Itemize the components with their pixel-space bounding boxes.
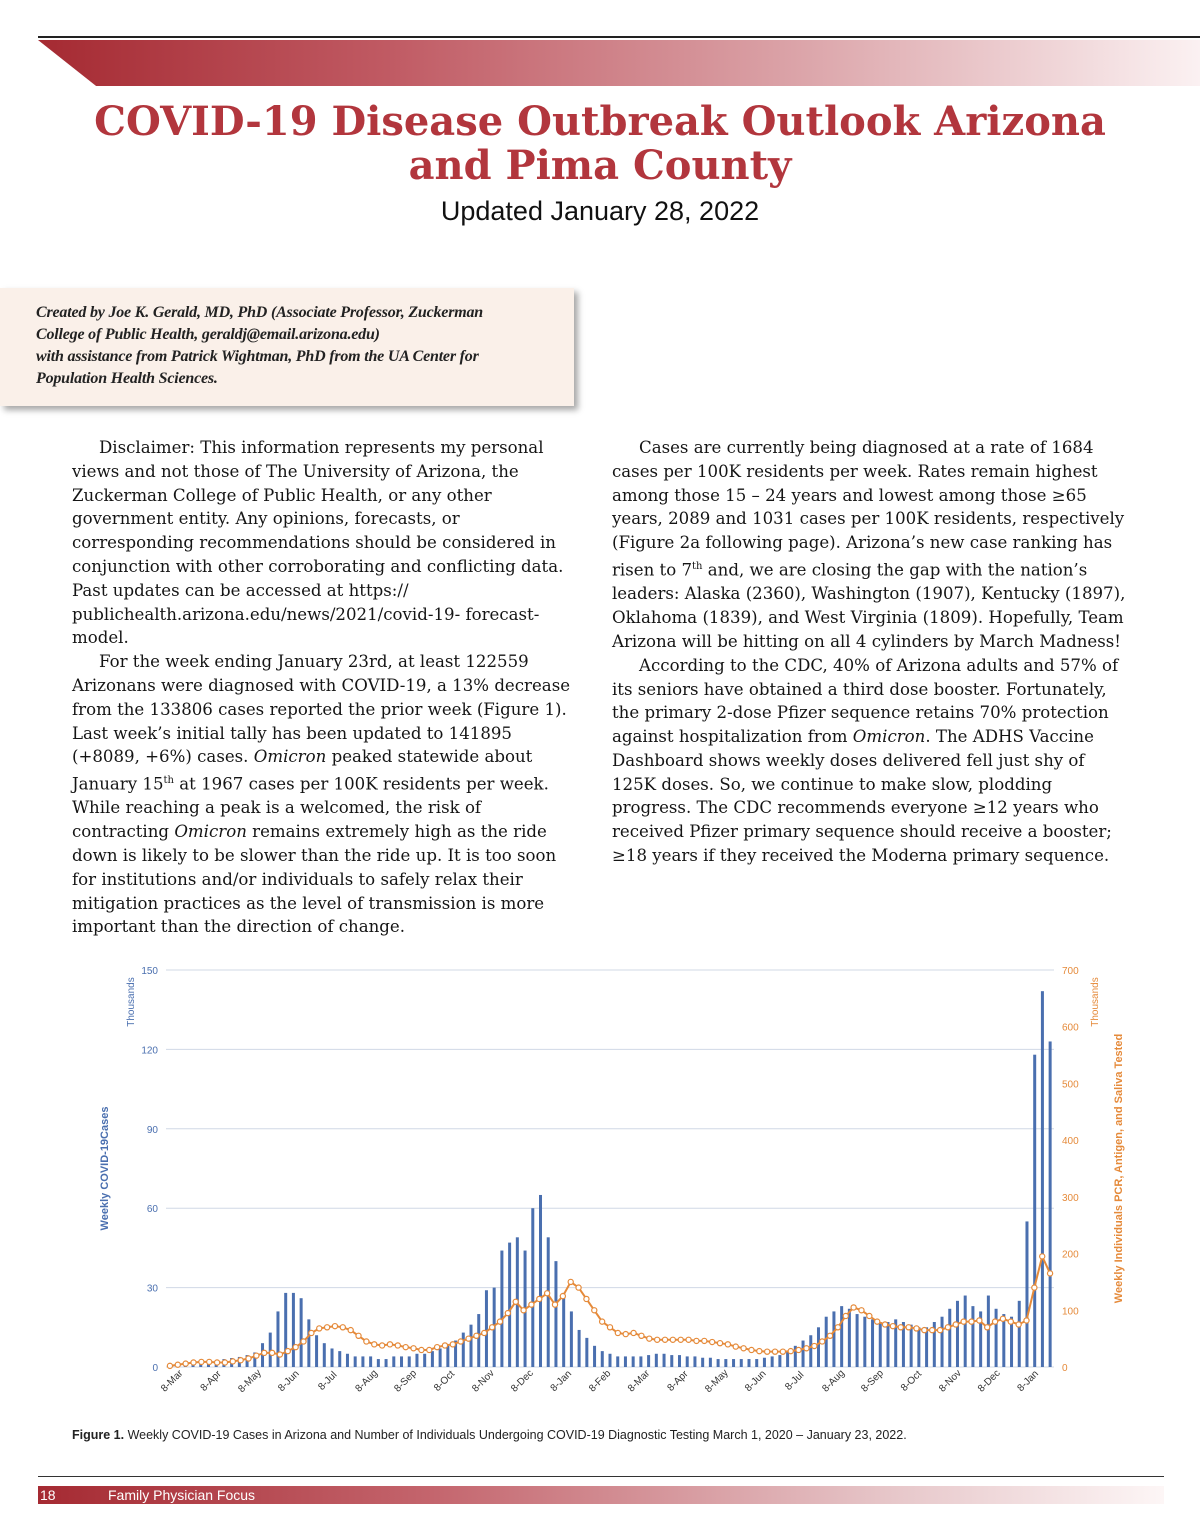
x-tick-label: 8-Jul	[316, 1369, 340, 1393]
x-tick-label: 8-Jun	[276, 1368, 302, 1394]
tested-point	[655, 1337, 660, 1342]
tested-point	[914, 1326, 919, 1331]
case-bar	[300, 1298, 303, 1367]
case-bar	[701, 1358, 704, 1367]
case-bar	[485, 1290, 488, 1367]
tested-point	[1008, 1319, 1013, 1324]
tested-point	[442, 1343, 447, 1348]
tested-point	[953, 1322, 958, 1327]
tested-point	[474, 1333, 479, 1338]
case-bar	[856, 1314, 859, 1367]
tested-point	[466, 1336, 471, 1341]
tested-point	[1024, 1318, 1029, 1323]
tested-point	[482, 1330, 487, 1335]
y-tick-label: 60	[146, 1204, 158, 1216]
tested-point	[843, 1313, 848, 1318]
tested-point	[827, 1333, 832, 1338]
case-bar	[802, 1341, 805, 1367]
tested-point	[757, 1349, 762, 1354]
case-bar	[632, 1356, 635, 1367]
case-bar	[1041, 991, 1044, 1367]
case-bar	[925, 1327, 928, 1367]
tested-point	[1047, 1271, 1052, 1276]
case-bar	[871, 1319, 874, 1367]
tested-point	[545, 1291, 550, 1296]
tested-point	[678, 1337, 683, 1342]
case-bar	[863, 1317, 866, 1367]
tested-point	[269, 1350, 274, 1355]
case-bar	[663, 1354, 666, 1367]
tested-point	[411, 1346, 416, 1351]
case-bar	[647, 1355, 650, 1367]
tested-point	[615, 1330, 620, 1335]
case-bar	[832, 1311, 835, 1367]
tested-point	[1032, 1285, 1037, 1290]
credit-line-1: Created by Joe K. Gerald, MD, PhD (Associate Professor, Zuckerman	[36, 304, 483, 321]
case-bar	[307, 1319, 310, 1367]
case-bar	[763, 1358, 766, 1367]
tested-point	[450, 1342, 455, 1347]
case-bar	[470, 1325, 473, 1367]
header-band	[38, 40, 1200, 86]
tested-point	[804, 1346, 809, 1351]
page-title	[0, 100, 1200, 188]
x-tick-label: 8-Mar	[159, 1368, 186, 1395]
caption-text: Weekly COVID-19 Cases in Arizona and Number of Individuals Undergoing COVID-19 Diagnostic Testing March 1, 2020 – January 23, 2022.	[124, 1428, 907, 1442]
caption-label: Figure 1.	[72, 1428, 125, 1442]
case-bar	[446, 1346, 449, 1367]
tested-point	[246, 1356, 251, 1361]
case-bar	[354, 1356, 357, 1367]
tested-point	[207, 1359, 212, 1364]
case-bar	[554, 1261, 557, 1367]
tested-point	[992, 1319, 997, 1324]
case-bar	[601, 1351, 604, 1367]
tested-point	[427, 1347, 432, 1352]
case-bar	[439, 1348, 442, 1367]
tested-point	[749, 1347, 754, 1352]
tested-point	[175, 1362, 180, 1367]
y-tick-label: 150	[141, 966, 158, 977]
tested-point	[372, 1342, 377, 1347]
tested-point	[772, 1349, 777, 1354]
tested-point	[985, 1325, 990, 1330]
case-bar	[678, 1355, 681, 1367]
tested-point	[623, 1332, 628, 1337]
top-rule	[38, 36, 1200, 38]
tested-point	[1016, 1322, 1021, 1327]
tested-point	[710, 1339, 715, 1344]
x-tick-label: 8-Apr	[665, 1368, 691, 1394]
case-bar	[338, 1351, 341, 1367]
y2-tick-label: 0	[1062, 1363, 1068, 1374]
tested-point	[576, 1285, 581, 1290]
case-bar	[747, 1359, 750, 1367]
figure-1-chart	[96, 956, 1146, 1426]
tested-point	[600, 1319, 605, 1324]
case-bar	[1049, 1041, 1052, 1367]
case-bar	[315, 1335, 318, 1367]
y-tick-label: 30	[146, 1283, 158, 1295]
tested-point	[332, 1324, 337, 1329]
case-bar	[732, 1359, 735, 1367]
tested-point	[293, 1345, 298, 1350]
tested-point	[694, 1338, 699, 1343]
case-bar	[886, 1322, 889, 1367]
case-bar	[385, 1359, 388, 1367]
author-credit-box	[0, 288, 574, 406]
tested-point	[521, 1308, 526, 1313]
tested-point	[977, 1318, 982, 1323]
y-tick-label: 90	[146, 1124, 158, 1136]
tested-point	[670, 1337, 675, 1342]
y-tick-label: 0	[152, 1363, 158, 1374]
case-bar	[423, 1354, 426, 1367]
y2-axis-title: Weekly Individuals PCR, Antigen, and Saliva Tested	[1113, 1033, 1125, 1304]
tested-point	[529, 1302, 534, 1307]
case-bar	[392, 1356, 395, 1367]
y-axis-units: Thousands	[126, 977, 137, 1027]
case-bar	[917, 1327, 920, 1367]
tested-point	[222, 1360, 227, 1365]
tested-point	[835, 1325, 840, 1330]
y2-tick-label: 500	[1062, 1079, 1079, 1091]
tested-point	[867, 1313, 872, 1318]
tested-point	[395, 1343, 400, 1348]
y2-tick-label: 700	[1062, 966, 1079, 977]
case-bar	[971, 1306, 974, 1367]
tested-point	[741, 1346, 746, 1351]
x-tick-label: 8-Mar	[626, 1368, 653, 1395]
tested-point	[969, 1319, 974, 1324]
case-bar	[624, 1356, 627, 1367]
figure-caption	[72, 1428, 1172, 1442]
tested-point	[387, 1342, 392, 1347]
tested-point	[490, 1325, 495, 1330]
tested-point	[875, 1319, 880, 1324]
x-tick-label: 8-Aug	[820, 1367, 848, 1395]
tested-point	[945, 1325, 950, 1330]
case-bar	[585, 1338, 588, 1367]
case-bar	[331, 1348, 334, 1367]
tested-point	[961, 1319, 966, 1324]
case-bar	[778, 1355, 781, 1367]
x-tick-label: 8-Dec	[975, 1367, 1003, 1395]
case-bar	[717, 1359, 720, 1367]
y2-tick-label: 600	[1062, 1022, 1079, 1034]
case-bar	[964, 1296, 967, 1367]
credit-line-3: with assistance from Patrick Wightman, PhD from the UA Center for	[36, 348, 479, 365]
case-bar	[1002, 1314, 1005, 1367]
tested-point	[662, 1337, 667, 1342]
x-tick-label: 8-May	[703, 1367, 731, 1395]
tested-point	[348, 1328, 353, 1333]
disclaimer-paragraph: Disclaimer: This information represents my personal views and not those of The University of Arizona, the Zuckerman College of Public Health, or any other government entity. Any opinions, forecasts, or corresponding recommendations should be considered in conjunction with other corroborating and conflicting data. Past updates can be accessed at https:// publichealth.arizona.edu/news/2021/covid-19- forecast-model.	[72, 438, 564, 648]
case-bar	[508, 1243, 511, 1367]
case-bar	[1025, 1221, 1028, 1367]
credit-line-2: College of Public Health, geraldj@email.arizona.edu)	[36, 326, 380, 343]
case-bar	[879, 1322, 882, 1367]
tested-point	[796, 1347, 801, 1352]
tested-point	[780, 1349, 785, 1354]
tested-point	[607, 1325, 612, 1330]
tested-point	[725, 1342, 730, 1347]
y2-tick-label: 300	[1062, 1192, 1079, 1204]
tested-point	[820, 1339, 825, 1344]
tested-point	[497, 1319, 502, 1324]
tested-point	[647, 1336, 652, 1341]
tested-point	[317, 1326, 322, 1331]
case-bar	[562, 1293, 565, 1367]
publication-name: Family Physician Focus	[108, 1487, 256, 1503]
y2-tick-label: 200	[1062, 1249, 1079, 1261]
case-bar	[500, 1251, 503, 1367]
booster-paragraph: According to the CDC, 40% of Arizona adults and 57% of its seniors have obtained a third dose booster. Fortunately, the primary 2-dose Pfizer sequence retains 70% protection against hospitalization from Omicron. The ADHS Vaccine Dashboard shows weekly doses delivered fell just shy of 125K doses. So, we continue to make slow, plodding progress. The CDC recommends everyone ≥12 years who received Pfizer primary sequence should receive a booster; ≥18 years if they received the Moderna primary sequence.	[612, 655, 1119, 866]
case-bar	[609, 1354, 612, 1367]
case-bar	[531, 1208, 534, 1367]
case-bar	[462, 1333, 465, 1367]
x-tick-label: 8-Apr	[198, 1368, 224, 1394]
y-axis-title: Weekly COVID-19Cases	[99, 1106, 111, 1231]
case-bar	[369, 1356, 372, 1367]
case-bar	[1018, 1301, 1021, 1367]
case-bar	[670, 1355, 673, 1367]
case-rate-paragraph: Cases are currently being diagnosed at a rate of 1684 cases per 100K residents per week. Rates remain highest among those 15 – 24 years and lowest among those ≥65 years, 2089 and 1031 cases per 100K residents, respectively (Figure 2a following page). Arizona’s new case ranking has risen to 7th and, we are closing the gap with the nation’s leaders: Alaska (2360), Washington (1907), Kentucky (1897), Oklahoma (1839), and West Virginia (1809). Hopefully, Team Arizona will be hitting on all 4 cylinders by March Madness!	[612, 438, 1126, 651]
y2-tick-label: 400	[1062, 1136, 1079, 1148]
x-tick-label: 8-Jul	[783, 1369, 807, 1393]
right-column	[612, 436, 1130, 868]
chart-svg	[96, 956, 1146, 1426]
tested-point	[340, 1325, 345, 1330]
tested-point	[937, 1328, 942, 1333]
case-bar	[724, 1359, 727, 1367]
tested-point	[906, 1325, 911, 1330]
tested-point	[859, 1308, 864, 1313]
tested-point	[254, 1353, 259, 1358]
x-tick-label: 8-Feb	[587, 1368, 614, 1395]
x-tick-label: 8-Nov	[937, 1367, 964, 1395]
tested-point	[686, 1337, 691, 1342]
y2-axis-units: Thousands	[1090, 977, 1101, 1027]
case-bar	[1033, 1055, 1036, 1367]
case-bar	[547, 1237, 550, 1367]
tested-point	[812, 1343, 817, 1348]
tested-point	[167, 1363, 172, 1368]
case-bar	[431, 1351, 434, 1367]
tested-point	[733, 1344, 738, 1349]
case-bar	[910, 1325, 913, 1367]
case-bar	[539, 1195, 542, 1367]
case-bar	[693, 1356, 696, 1367]
tested-point	[568, 1279, 573, 1284]
x-tick-label: 8-Oct	[898, 1368, 925, 1394]
tested-point	[262, 1350, 267, 1355]
case-bar	[292, 1293, 295, 1367]
tested-point	[1040, 1254, 1045, 1259]
credit-line-4: Population Health Sciences.	[36, 370, 218, 387]
tested-point	[301, 1339, 306, 1344]
tested-point	[922, 1328, 927, 1333]
case-bar	[995, 1309, 998, 1367]
tested-point	[183, 1361, 188, 1366]
title-line-2: and Pima County	[408, 142, 792, 189]
tested-point	[882, 1322, 887, 1327]
case-bar	[276, 1311, 279, 1367]
tested-point	[435, 1345, 440, 1350]
case-bar	[323, 1343, 326, 1367]
case-bar	[639, 1356, 642, 1367]
tested-point	[1000, 1316, 1005, 1321]
case-bar	[284, 1293, 287, 1367]
tested-point	[403, 1345, 408, 1350]
x-tick-label: 8-Jan	[548, 1368, 575, 1394]
tested-point	[639, 1333, 644, 1338]
tested-point	[552, 1302, 557, 1307]
tested-point	[324, 1325, 329, 1330]
tested-point	[560, 1294, 565, 1299]
tested-point	[458, 1339, 463, 1344]
case-bar	[809, 1335, 812, 1367]
x-tick-label: 8-Sep	[392, 1367, 420, 1395]
tested-point	[898, 1325, 903, 1330]
tested-point	[277, 1352, 282, 1357]
case-bar	[956, 1301, 959, 1367]
case-bar	[616, 1356, 619, 1367]
y2-tick-label: 100	[1062, 1306, 1079, 1318]
tested-point	[214, 1360, 219, 1365]
tested-point	[930, 1328, 935, 1333]
update-date: Updated January 28, 2022	[440, 196, 760, 226]
case-bar	[771, 1356, 774, 1367]
tested-point	[380, 1343, 385, 1348]
case-bar	[709, 1358, 712, 1367]
y-tick-label: 120	[141, 1045, 158, 1057]
case-bar	[593, 1346, 596, 1367]
case-bar	[361, 1356, 364, 1367]
tested-point	[890, 1324, 895, 1329]
tested-point	[419, 1347, 424, 1352]
tested-point	[285, 1349, 290, 1354]
tested-point	[584, 1296, 589, 1301]
weekly-cases-paragraph: For the week ending January 23rd, at least 122559 Arizonans were diagnosed with COVID-19, a 13% decrease from the 133806 cases reported the prior week (Figure 1). Last week’s initial tally has been updated to 141895 (+8089, +6%) cases. Omicron peaked statewide about January 15th at 1967 cases per 100K residents per week. While reaching a peak is a welcomed, the risk of contracting Omicron remains extremely high as the ride down is likely to be slower than the ride up. It is too soon for institutions and/or individuals to safely relax their mitigation practices as the level of transmission is more important than the direction of change.	[72, 652, 571, 937]
case-bar	[570, 1311, 573, 1367]
bottom-rule	[38, 1476, 1164, 1477]
x-tick-label: 8-Oct	[432, 1368, 458, 1394]
tested-point	[717, 1341, 722, 1346]
tested-point	[230, 1359, 235, 1364]
case-bar	[686, 1356, 689, 1367]
case-bar	[578, 1330, 581, 1367]
tested-point	[592, 1308, 597, 1313]
case-bar	[987, 1296, 990, 1367]
tested-point	[191, 1360, 196, 1365]
case-bar	[400, 1356, 403, 1367]
x-tick-label: 8-Dec	[509, 1367, 536, 1395]
tested-point	[364, 1339, 369, 1344]
tested-point	[309, 1330, 314, 1335]
tested-point	[238, 1358, 243, 1363]
case-bar	[740, 1359, 743, 1367]
case-bar	[346, 1354, 349, 1367]
tested-point	[537, 1296, 542, 1301]
tested-point	[505, 1311, 510, 1316]
case-bar	[948, 1309, 951, 1367]
case-bar	[817, 1327, 820, 1367]
case-bar	[655, 1354, 658, 1367]
tested-point	[356, 1333, 361, 1338]
x-tick-label: 8-Aug	[353, 1367, 381, 1395]
case-bar	[477, 1314, 480, 1367]
left-column	[72, 436, 580, 939]
case-bar	[408, 1356, 411, 1367]
x-tick-label: 8-Jun	[743, 1368, 769, 1394]
tested-point	[199, 1359, 204, 1364]
tested-point	[765, 1349, 770, 1354]
tested-point	[851, 1305, 856, 1310]
tested-point	[631, 1330, 636, 1335]
case-bar	[941, 1317, 944, 1367]
tested-point	[702, 1338, 707, 1343]
case-bar	[377, 1359, 380, 1367]
x-tick-label: 8-Nov	[470, 1367, 497, 1395]
case-bar	[415, 1354, 418, 1367]
case-bar	[755, 1359, 758, 1367]
x-tick-label: 8-Jan	[1015, 1368, 1041, 1394]
x-tick-label: 8-May	[236, 1367, 264, 1395]
page-number: 18	[40, 1487, 56, 1503]
tested-point	[513, 1299, 518, 1304]
tested-point	[788, 1349, 793, 1354]
x-tick-label: 8-Sep	[859, 1367, 886, 1395]
title-line-1: COVID-19 Disease Outbreak Outlook Arizona	[94, 98, 1106, 145]
